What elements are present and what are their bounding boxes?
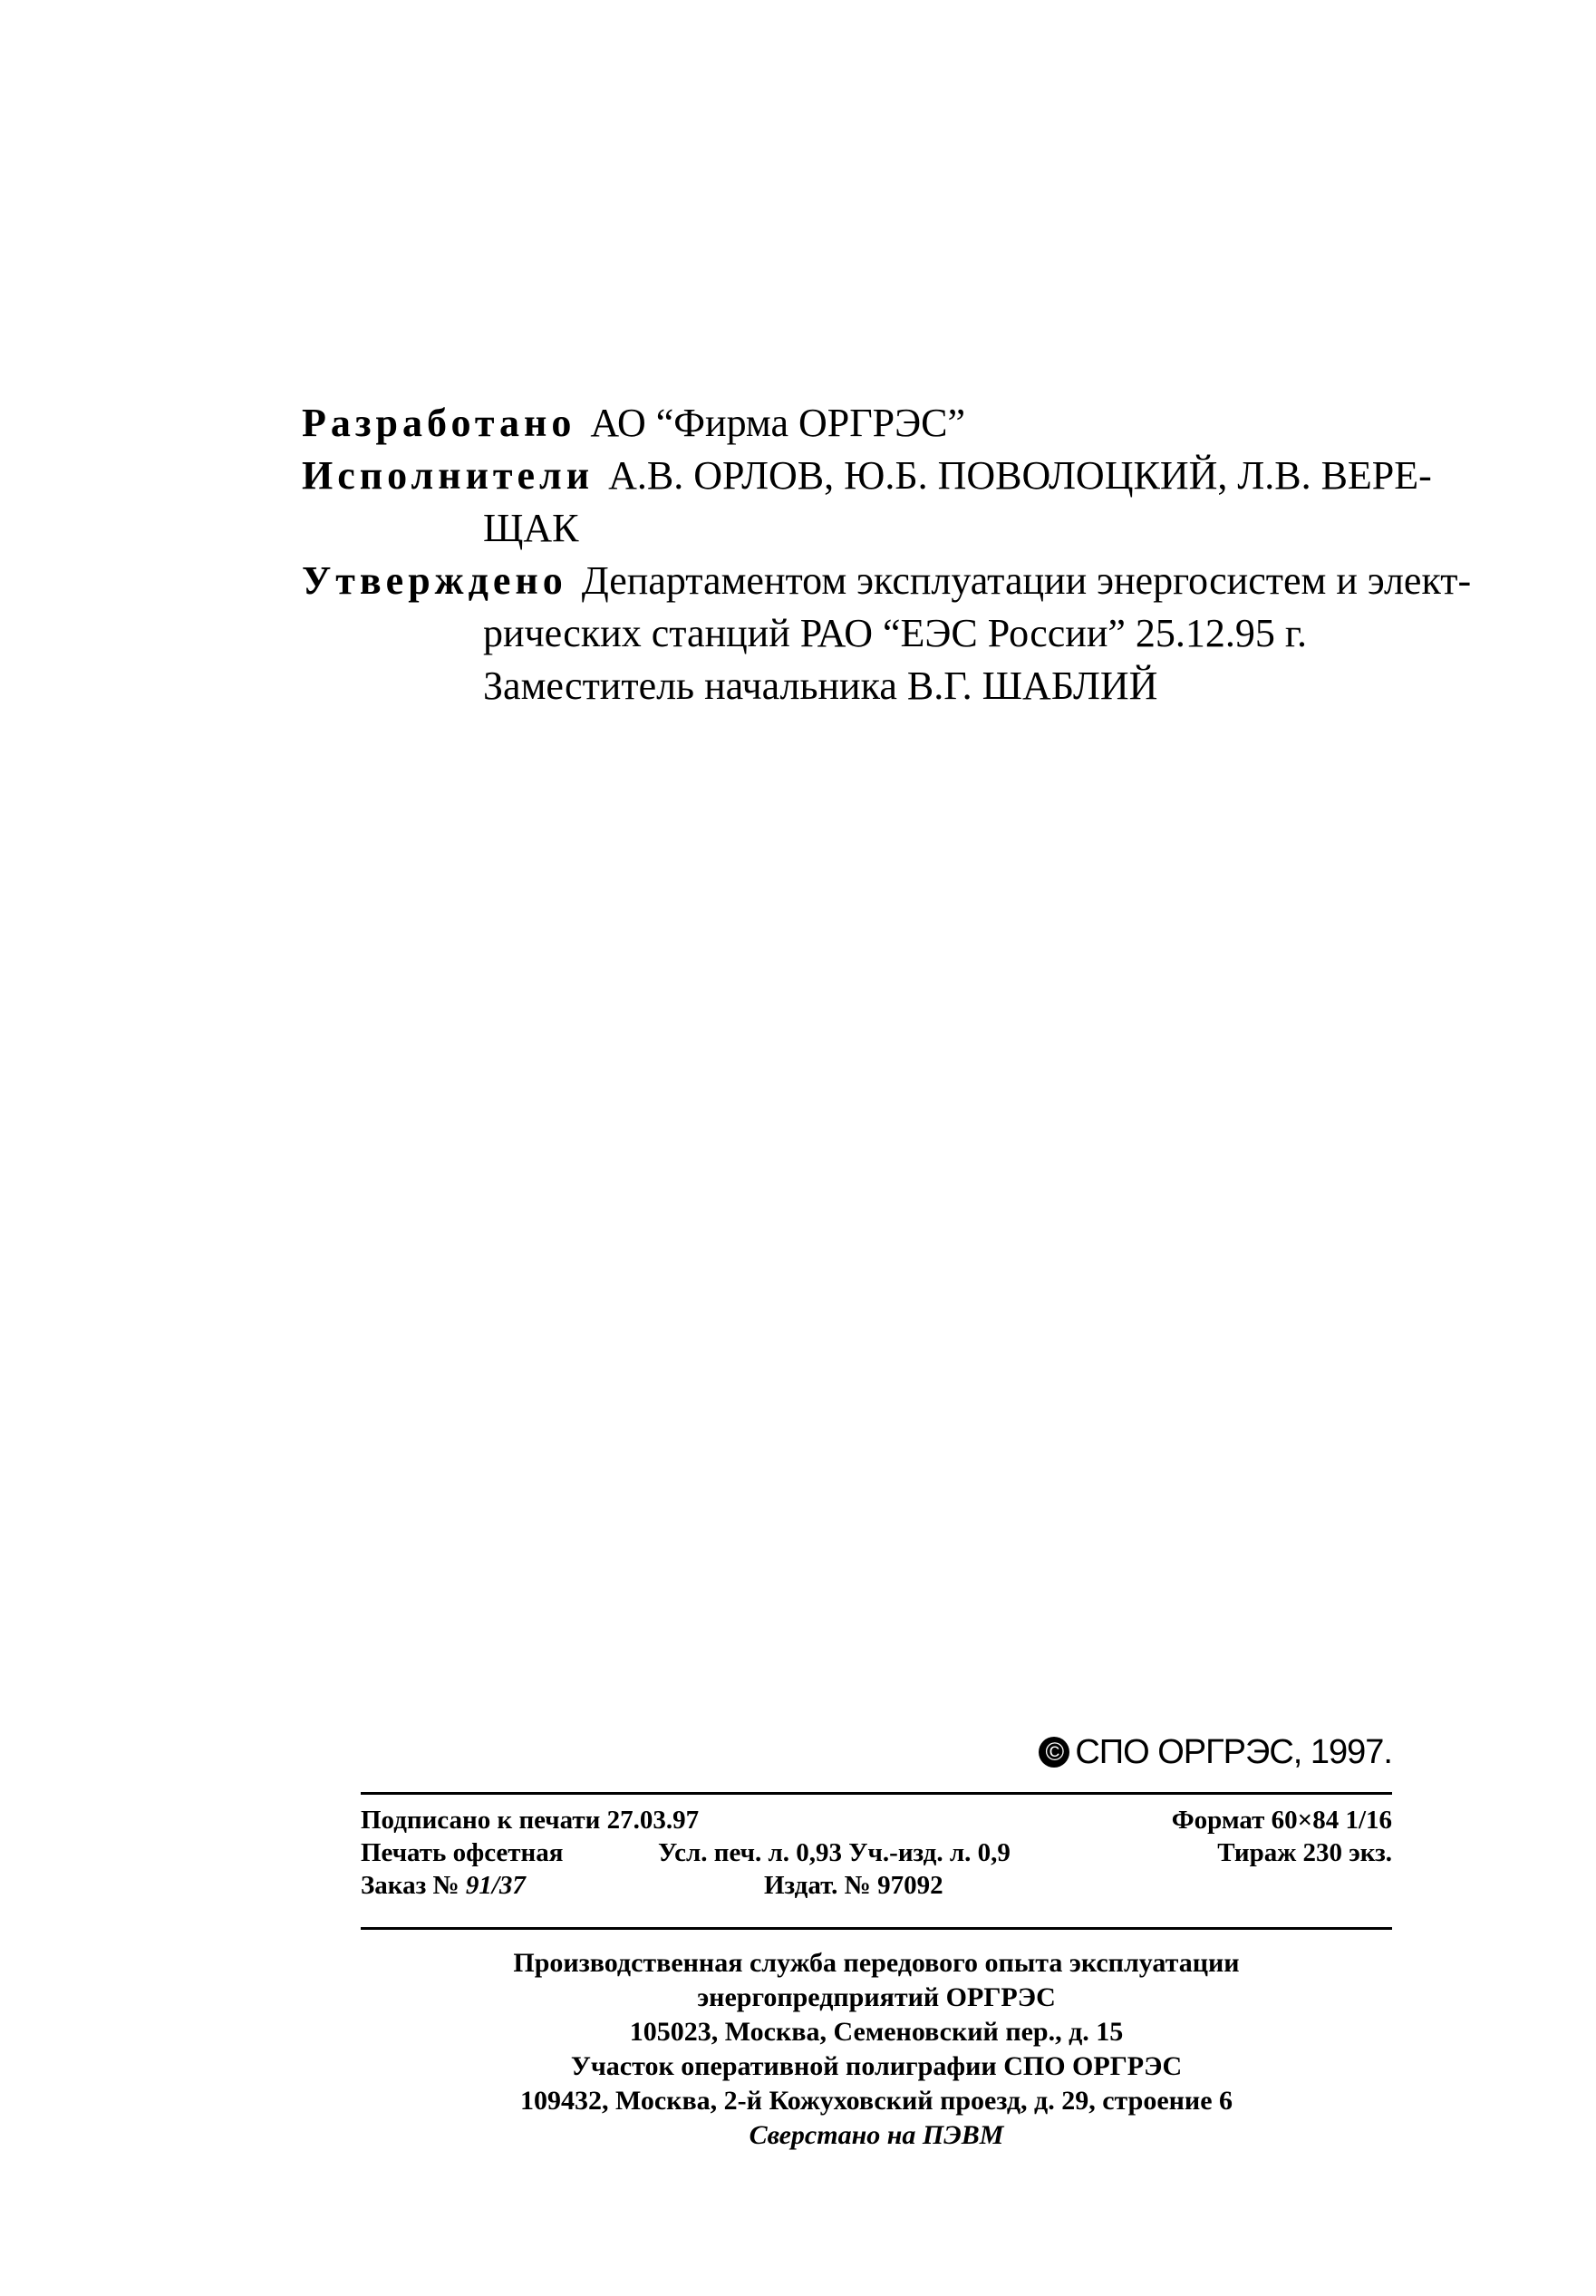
- order-label: Заказ №: [361, 1871, 459, 1900]
- signed-date: Подписано к печати 27.03.97: [361, 1806, 700, 1835]
- authors-row: [302, 450, 1480, 502]
- imprint-row-3: [361, 1869, 1392, 1902]
- approved-row: [302, 555, 1480, 607]
- copyright-icon: ©: [1039, 1737, 1069, 1768]
- paper-format: Формат 60×84 1/16: [1171, 1806, 1392, 1835]
- developed-row: [302, 397, 1480, 450]
- copyright-notice: [1039, 1733, 1392, 1772]
- footer-line-1: Производственная служба передового опыта эксплуатации: [513, 1948, 1240, 1978]
- circulation: Тираж 230 экз.: [1217, 1838, 1392, 1867]
- approved-label: Утверждено: [302, 558, 567, 603]
- authors-continuation: ЩАК: [483, 506, 579, 550]
- approved-line-2: рических станций РАО “ЕЭС России” 25.12.95 г.: [483, 611, 1308, 655]
- footer-line-4: Участок оперативной полиграфии СПО ОРГРЭС: [570, 2051, 1183, 2081]
- imprint-row-2: [361, 1836, 1392, 1869]
- footer-line-6: Сверстано на ПЭВМ: [749, 2120, 1004, 2150]
- sheet-counts: Усл. печ. л. 0,93 Уч.-изд. л. 0,9: [658, 1838, 1011, 1867]
- copyright-text: СПО ОРГРЭС, 1997.: [1075, 1733, 1392, 1771]
- publisher-footer: [361, 1946, 1392, 2153]
- order-handwritten: 91/37: [465, 1871, 526, 1900]
- bottom-divider: [361, 1927, 1392, 1930]
- authors-label: Исполнители: [302, 453, 595, 498]
- footer-line-3: 105023, Москва, Семеновский пер., д. 15: [629, 2017, 1124, 2047]
- authors-value: А.В. ОРЛОВ, Ю.Б. ПОВОЛОЦКИЙ, Л.В. ВЕРЕ-: [608, 453, 1432, 498]
- order-number: [361, 1869, 526, 1902]
- footer-line-5: 109432, Москва, 2-й Кожуховский проезд, д. 29, строение 6: [519, 2086, 1233, 2116]
- footer-line-2: энергопредприятий ОРГРЭС: [697, 1982, 1056, 2012]
- developed-value: АО “Фирма ОРГРЭС”: [590, 401, 966, 445]
- developed-label: Разработано: [302, 401, 576, 445]
- credits-block: [302, 397, 1480, 712]
- approved-line-3: Заместитель начальника В.Г. ШАБЛИЙ: [483, 664, 1158, 708]
- approved-line-1: Департаментом эксплуатации энергосистем и элект-: [581, 558, 1472, 603]
- publication-number: Издат. № 97092: [764, 1871, 943, 1900]
- printing-type: Печать офсетная: [361, 1838, 564, 1867]
- top-divider: [361, 1792, 1392, 1795]
- imprint-block: [361, 1804, 1392, 1902]
- imprint-row-1: [361, 1804, 1392, 1836]
